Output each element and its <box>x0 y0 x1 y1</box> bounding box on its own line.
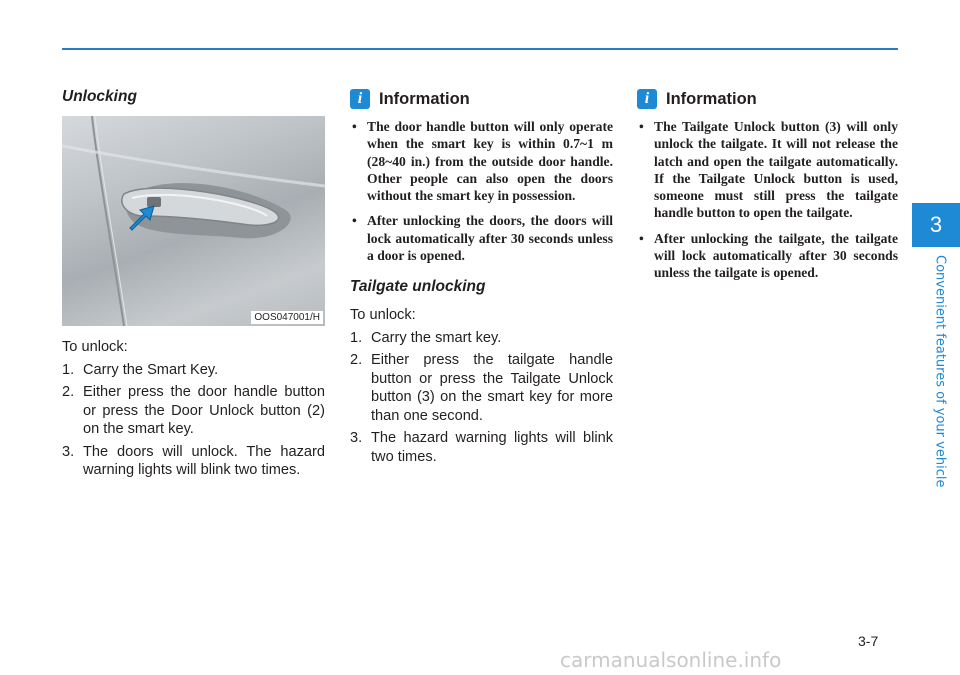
unlocking-intro: To unlock: <box>62 339 128 355</box>
step-number: 2. <box>350 352 363 369</box>
unlocking-section <box>62 88 325 484</box>
bullet-text: After unlocking the tailgate, the tailgate will lock automatically after 30 seconds unless the tailgate is opened. <box>654 230 898 281</box>
bullet-dot: • <box>639 230 644 246</box>
information-section-2 <box>637 88 898 290</box>
watermark: carmanualsonline.info <box>560 648 782 672</box>
bullet-text: The Tailgate Unlock button (3) will only unlock the tailgate. It will not release the latch and open the tailgate automatically. If the Tailgate Unlock button is used, someone must still press the tailgate handle button to open the tailgate. <box>654 119 898 221</box>
step-number: 1. <box>62 361 75 378</box>
tailgate-body <box>350 306 613 466</box>
info-header-1 <box>350 88 613 110</box>
step-text: Either press the tailgate handle button or press the Tailgate Unlock button (3) on the smart key for more than one second. <box>371 352 613 424</box>
top-rule <box>62 48 898 50</box>
info-bullets-1 <box>350 118 613 264</box>
door-handle-photo <box>62 116 325 326</box>
list-item <box>350 212 613 264</box>
info-bullets-2 <box>637 118 898 282</box>
list-item <box>350 351 613 425</box>
bullet-dot: • <box>352 213 357 229</box>
bullet-text: After unlocking the doors, the doors will lock automatically after 30 seconds unless a door is opened. <box>367 213 613 264</box>
tailgate-steps <box>350 329 613 467</box>
list-item <box>637 118 898 222</box>
step-text: Either press the door handle button or press the Door Unlock button (2) on the smart key. <box>83 384 325 437</box>
list-item <box>62 443 325 480</box>
step-number: 3. <box>62 443 75 460</box>
tailgate-intro: To unlock: <box>350 307 416 324</box>
info-header-2 <box>637 88 898 110</box>
unlocking-steps <box>62 361 325 480</box>
tailgate-title: Tailgate unlocking <box>350 278 486 296</box>
chapter-title: Convenient features of your vehicle <box>932 255 948 488</box>
photo-code: OOS047001/H <box>251 311 323 324</box>
step-number: 3. <box>350 430 363 447</box>
page-number: 3-7 <box>858 633 879 649</box>
step-text: The doors will unlock. The hazard warning lights will blink two times. <box>83 443 325 478</box>
information-section-1 <box>350 88 613 470</box>
bullet-text: The door handle button will only operate when the smart key is within 0.7~1 m (28~40 in.) from the outside door handle. Other people can also open the doors without the smart key in possession. <box>367 119 613 204</box>
info-title: Information <box>666 89 757 108</box>
info-title: Information <box>379 89 470 108</box>
list-item <box>350 118 613 204</box>
list-item <box>62 383 325 439</box>
step-text: Carry the smart key. <box>371 329 502 346</box>
chapter-tab: 3 <box>912 203 960 247</box>
step-text: Carry the Smart Key. <box>83 361 219 378</box>
list-item <box>637 230 898 282</box>
step-number: 1. <box>350 329 363 346</box>
list-item <box>350 329 613 348</box>
step-number: 2. <box>62 384 75 400</box>
unlocking-body <box>62 338 325 480</box>
bullet-dot: • <box>639 119 644 134</box>
step-text: The hazard warning lights will blink two times. <box>371 430 613 465</box>
bullet-dot: • <box>352 119 357 134</box>
list-item <box>62 361 325 380</box>
unlocking-title: Unlocking <box>62 88 137 105</box>
info-icon: i <box>637 89 657 109</box>
info-icon: i <box>350 89 370 109</box>
door-handle-illustration <box>62 116 325 326</box>
chapter-title-vertical <box>933 255 947 495</box>
list-item <box>350 429 613 466</box>
